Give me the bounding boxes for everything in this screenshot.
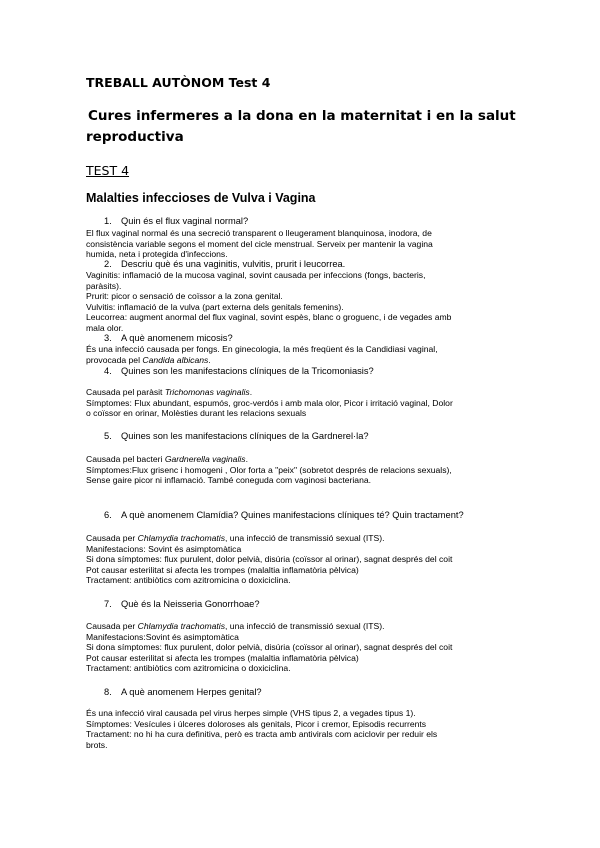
pathogen-name: Gardnerella vaginalis xyxy=(164,454,246,464)
pathogen-name: Trichomonas vaginalis xyxy=(164,387,250,397)
answer-line: Pot causar esterilitat si afecta les trompes (malaltia inflamatòria pèlvica) xyxy=(86,564,359,575)
answer-line: Símptomes: Vesícules i úlceres doloroses als genitals, Picor i cremor, Episodis recurrents xyxy=(86,718,427,729)
answer-line: paràsits). xyxy=(86,280,122,291)
question-text: A què anomenem micosis? xyxy=(121,333,233,343)
question-number: 6. xyxy=(104,510,112,520)
question-text: Què és la Neisseria Gonorrhoae? xyxy=(121,599,260,609)
question-text: A què anomenem Herpes genital? xyxy=(121,687,262,697)
answer-line: Tractament: no hi ha cura definitiva, però es tracta amb antivirals com aciclovir per reduir els xyxy=(86,729,438,740)
answer-line: Si dona símptomes: flux purulent, dolor pelvià, disúria (coïssor al orinar), sagnat després del coit xyxy=(86,642,453,653)
question-2 xyxy=(104,259,345,269)
answer-7 xyxy=(86,621,452,674)
answer-line: brots. xyxy=(86,739,108,750)
answer-line: Causada per Chlamydia trachomatis, una infecció de transmissió sexual (ITS). xyxy=(86,533,385,543)
question-number: 5. xyxy=(104,431,112,441)
section-title: Malalties infeccioses de Vulva i Vagina xyxy=(86,191,316,205)
answer-1 xyxy=(86,228,433,260)
document-subtitle-line-1: Cures infermeres a la dona en la maternitat i en la salut xyxy=(88,108,516,124)
question-text: Quines son les manifestacions clíniques de la Tricomoniasis? xyxy=(121,366,374,376)
question-7 xyxy=(104,599,260,609)
answer-3 xyxy=(86,344,438,365)
answer-line: Manifestacions:Sovint és asimptomàtica xyxy=(86,631,239,642)
question-3 xyxy=(104,333,233,343)
question-1 xyxy=(104,216,248,226)
answer-line: Sense gaire picor ni inflamació. També coneguda com vaginosi bacteriana. xyxy=(86,475,372,486)
question-6 xyxy=(104,510,464,520)
question-number: 4. xyxy=(104,366,112,376)
answer-line: Si dona símptomes: flux purulent, dolor pelvià, disúria (coïssor al orinar), sagnat després del coit xyxy=(86,554,453,565)
answer-line: provocada pel Candida albicans. xyxy=(86,354,211,365)
answer-line: Leucorrea: augment anormal del flux vaginal, sovint espès, blanc o groguenc, i de vegades amb xyxy=(86,312,452,323)
answer-line: El flux vaginal normal és una secreció transparent o lleugerament blanquinosa, inodora, de xyxy=(86,228,432,238)
answer-line: Pot causar esterilitat si afecta les trompes (malaltia inflamatòria pèlvica) xyxy=(86,652,359,663)
answer-line: Vulvitis: inflamació de la vulva (part externa dels genitals femenins). xyxy=(86,301,344,312)
question-number: 2. xyxy=(104,259,112,269)
test-label: TEST 4 xyxy=(86,163,130,178)
question-text: A què anomenem Clamídia? Quines manifestacions clíniques té? Quin tractament? xyxy=(121,510,464,520)
answer-line: Tractament: antibiòtics com azitromicina o doxiciclina. xyxy=(86,575,291,586)
question-8 xyxy=(104,687,262,697)
question-5 xyxy=(104,431,369,441)
question-number: 8. xyxy=(104,687,112,697)
answer-line: Causada pel paràsit Trichomonas vaginalis. xyxy=(86,387,253,397)
question-text: Quin és el flux vaginal normal? xyxy=(121,216,249,226)
question-text: Descriu què és una vaginitis, vulvitis, prurit i leucorrea. xyxy=(121,259,346,269)
question-4 xyxy=(104,366,374,376)
document-subtitle-line-2: reproductiva xyxy=(86,129,184,145)
answer-5 xyxy=(86,454,452,486)
question-text: Quines son les manifestacions clíniques de la Gardnerel·la? xyxy=(121,431,369,441)
answer-line: consistència variable segons el moment del cicle menstrual. Serveix per mantenir la vagina xyxy=(86,238,433,249)
answer-4 xyxy=(86,387,453,419)
answer-line: Tractament: antibiòtics com azitromicina o doxiciclina. xyxy=(86,663,291,674)
answer-8 xyxy=(86,708,437,750)
pathogen-name: Chlamydia trachomatis xyxy=(137,621,226,631)
pathogen-name: Candida albicans xyxy=(142,354,209,365)
answer-6 xyxy=(86,533,452,586)
answer-line: Símptomes:Flux grisenc i homogeni , Olor forta a "peix" (sobretot després de relacions sexuals), xyxy=(86,464,452,475)
question-number: 7. xyxy=(104,599,112,609)
answer-line: És una infecció causada per fongs. En ginecologia, la més freqüent és la Candidiasi vaginal, xyxy=(86,344,438,354)
answer-2 xyxy=(86,270,451,334)
answer-line: Vaginitis: inflamació de la mucosa vaginal, sovint causada per infeccions (fongs, bacteris, xyxy=(86,270,426,280)
pathogen-name: Chlamydia trachomatis xyxy=(137,533,226,543)
answer-line: Causada per Chlamydia trachomatis, una infecció de transmissió sexual (ITS). xyxy=(86,621,385,631)
answer-line: Símptomes: Flux abundant, espumós, groc-verdós i amb mala olor, Picor i irritació vaginal, Dolor xyxy=(86,397,453,408)
document-title: TREBALL AUTÒNOM Test 4 xyxy=(86,75,271,90)
answer-line: Prurit: picor o sensació de coïssor a la zona genital. xyxy=(86,291,283,302)
answer-line: És una infecció viral causada pel virus herpes simple (VHS tipus 2, a vegades tipus 1). xyxy=(86,708,416,718)
answer-line: Manifestacions: Sovint és asimptomàtica xyxy=(86,543,242,554)
answer-line: o coïssor en orinar, Molèsties durant les relacions sexuals xyxy=(86,408,307,419)
answer-line: mala olor. xyxy=(86,322,124,333)
answer-line: Causada pel bacteri Gardnerella vaginalis. xyxy=(86,454,248,464)
answer-line: humida, neta i protegida d'infeccions. xyxy=(86,249,228,260)
question-number: 1. xyxy=(104,216,112,226)
question-number: 3. xyxy=(104,333,112,343)
